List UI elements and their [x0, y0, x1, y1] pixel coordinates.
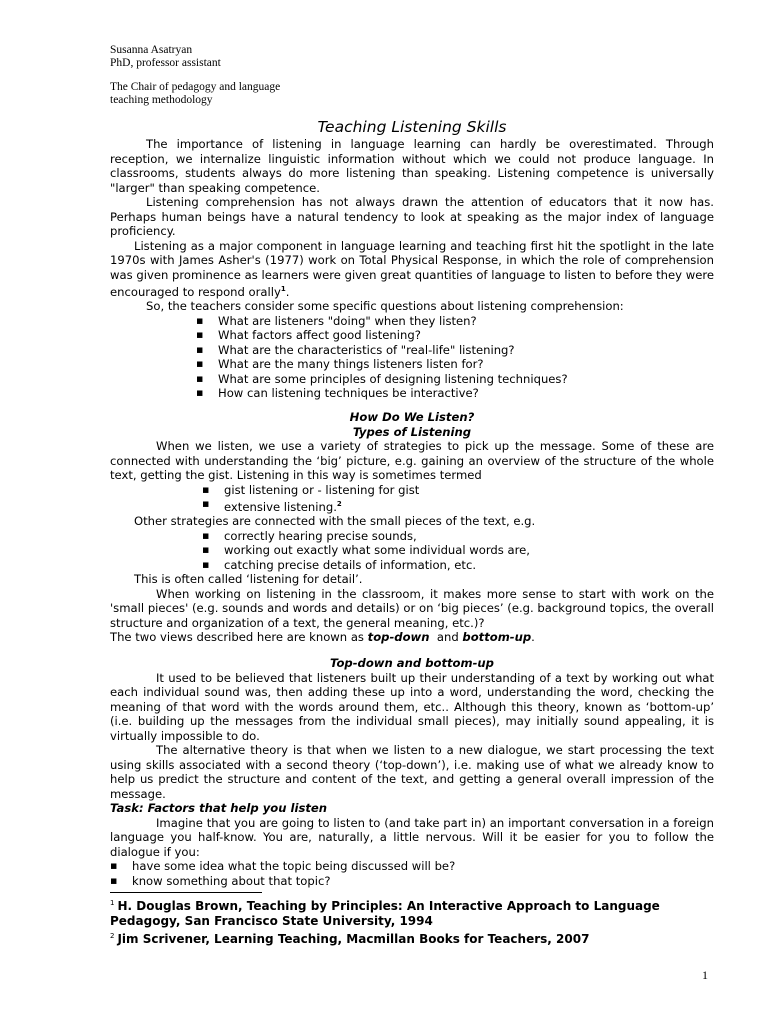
footnote-1: $^1$ H. Douglas Brown, Teaching by Principles: An Interactive Approach to Language Pedagogy, San Francisco State University, 1994	[110, 899, 660, 928]
task-heading: Task: Factors that help you listen	[110, 801, 328, 815]
term-bottom-up: bottom-up	[462, 630, 532, 645]
top-down-section	[110, 656, 714, 888]
term-top-down: top-down	[367, 630, 430, 645]
document-title: Teaching Listening Skills	[317, 118, 507, 136]
chair-line-1: The Chair of pedagogy and language	[110, 81, 281, 93]
task-list	[132, 859, 714, 888]
chair-line-2: teaching methodology	[110, 94, 213, 106]
intro-section	[110, 137, 714, 401]
section1-paragraph-1: When we listen, we use a variety of strategies to pick up the message. Some of these are connected with understanding the ‘big’ picture, e.g. gaining an overview of the structure of the whole text, getting the gist. Listening in this way is sometimes termed	[110, 439, 714, 482]
list-item: ▪ know something about that topic?	[132, 874, 714, 889]
section2-paragraph-1: It used to be believed that listeners built up their understanding of a text by working out what each individual sound was, then adding these up into a word, understanding the word, checking the meaning of that word with the words around them, etc.. Although this theory, known as ‘bottom-up’ (i.e. building up the messages from the individual small pieces), may initially sound appealing, it is virtually impossible to do.	[110, 670, 714, 743]
list-item: ▪ catching precise details of information, etc.	[224, 558, 714, 573]
list-item: ▪ extensive listening.$^2$	[224, 497, 714, 514]
list-item: ▪ How can listening techniques be interactive?	[218, 386, 714, 401]
section-subheading: Types of Listening	[352, 424, 472, 439]
author-name: Susanna Asatryan	[110, 44, 193, 56]
intro-paragraph-2: Listening comprehension has not always drawn the attention of educators that it now has. Perhaps human beings have a natural tendency to look at speaking as the major index of language proficiency.	[110, 195, 714, 238]
section1-paragraph-4: When working on listening in the classroom, it makes more sense to start with work on the 'small pieces' (e.g. sounds and words and details) or on ‘big pieces’ (e.g. background topics, the overall structure and organization of a text, the general meaning, etc.)?	[110, 586, 714, 630]
list-item: ▪ gist listening or - listening for gist	[224, 483, 714, 498]
page-number: 1	[702, 968, 708, 982]
section2-paragraph-3: Imagine that you are going to listen to (and take part in) an important conversation in a foreign language you half-know. You are, naturally, a little nervous. Will it be easier for you to follow the dialogue if you:	[110, 815, 714, 859]
section-heading: Top-down and bottom-up	[330, 656, 494, 670]
questions-list	[218, 314, 714, 401]
intro-paragraph-1: The importance of listening in language learning can hardly be overestimated. Through reception, we internalize linguistic information without which we could not produce language. In classrooms, students always do more listening than speaking. Listening competence is universally "larger" than speaking competence.	[110, 137, 714, 195]
author-block	[110, 44, 221, 70]
list-item: ▪ working out exactly what some individual words are,	[224, 543, 714, 558]
intro-paragraph-3: Listening as a major component in language learning and teaching first hit the spotlight in the late 1970s with James Asher's (1977) work on Total Physical Response, in which the role of comprehension was given prominence as learners were given great quantities of language to listen to before they were encouraged to respond orally$^1$.	[110, 238, 714, 299]
list-item: ▪ correctly hearing precise sounds,	[224, 529, 714, 544]
section1-paragraph-2: Other strategies are connected with the small pieces of the text, e.g.	[134, 514, 536, 529]
list-item: ▪ have some idea what the topic being discussed will be?	[132, 859, 714, 874]
gist-list	[224, 483, 714, 515]
listening-types-section	[110, 410, 714, 645]
intro-paragraph-4: So, the teachers consider some specific questions about listening comprehension:	[146, 299, 624, 314]
section-heading: How Do We Listen?	[349, 410, 475, 424]
footnote-ref-1: 1	[280, 285, 286, 293]
section1-paragraph-3: This is often called ‘listening for detail’.	[134, 572, 363, 587]
footnote-ref-2: 2	[336, 500, 342, 508]
section2-paragraph-2: The alternative theory is that when we listen to a new dialogue, we start processing the text using skills associated with a second theory (‘top-down’), i.e. making use of what we already know to help us predict the structure and content of the text, and getting a general overall impression of the message.	[110, 743, 714, 801]
detail-list	[224, 529, 714, 573]
chair-block	[110, 81, 280, 107]
list-item: ▪ What are the many things listeners listen for?	[218, 357, 714, 372]
list-item: ▪ What are some principles of designing listening techniques?	[218, 372, 714, 387]
footnote-separator	[110, 892, 262, 893]
author-position: PhD, professor assistant	[110, 57, 221, 69]
footnote-2: $^2$ Jim Scrivener, Learning Teaching, Macmillan Books for Teachers, 2007	[110, 932, 590, 946]
list-item: ▪ What are listeners "doing" when they listen?	[218, 314, 714, 329]
list-item: ▪ What factors affect good listening?	[218, 328, 714, 343]
section1-paragraph-5: The two views described here are known as top-down and bottom-up.	[110, 630, 535, 645]
footnotes	[110, 896, 714, 947]
list-item: ▪ What are the characteristics of "real-life" listening?	[218, 343, 714, 358]
